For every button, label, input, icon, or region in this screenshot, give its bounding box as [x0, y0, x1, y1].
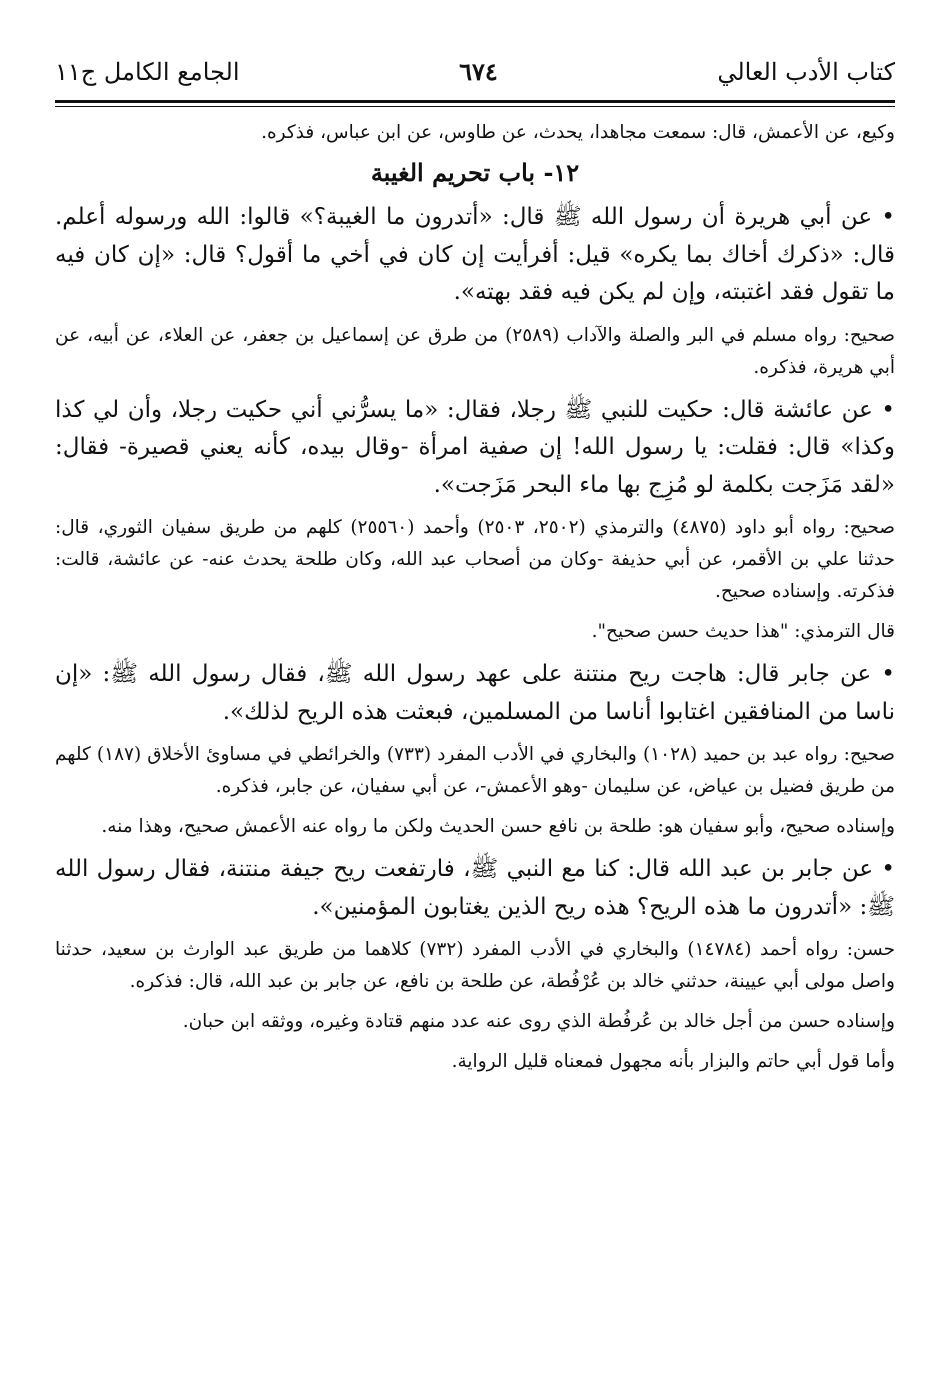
- takhrij-note: صحيح: رواه مسلم في البر والصلة والآداب (٢٥٨٩) من طرق عن إسماعيل بن جعفر، عن العلاء، عن أبيه، عن أبي هريرة، فذكره.: [55, 324, 895, 378]
- book-section-title: كتاب الأدب العالي: [717, 58, 895, 86]
- continued-text: وكيع، عن الأعمش، قال: سمعت مجاهدا، يحدث، عن طاوس، عن ابن عباس، فذكره.: [261, 122, 895, 143]
- takhrij-note: وإسناده حسن من أجل خالد بن عُرفُطة الذي روى عنه عدد منهم قتادة وغيره، ووثقه ابن حبان.: [182, 1011, 895, 1032]
- book-volume-title: الجامع الكامل ج١١: [55, 58, 240, 86]
- takhrij-note: صحيح: رواه عبد بن حميد (١٠٢٨) والبخاري في الأدب المفرد (٧٣٣) والخرائطي في مساوئ الأخلاق (١٨٧) كلهم من طريق فضيل بن عياض، عن سليمان -وهو الأعمش-، عن أبي سفيان، عن جابر، فذكره.: [55, 744, 895, 797]
- hadith-text: • عن أبي هريرة أن رسول الله ﷺ قال: «أتدرون ما الغيبة؟» قالوا: الله ورسوله أعلم. قال: «ذكرك أخاك بما يكره» قيل: أفرأيت إن كان في أخي ما أقول؟ قال: «إن كان فيه ما تقول فقد اغتبته، وإن لم يكن فيه فقد بهته».: [55, 204, 895, 305]
- header-rule-thick: [55, 100, 895, 103]
- hadith-text: • عن جابر قال: هاجت ريح منتنة على عهد رسول الله ﷺ، فقال رسول الله ﷺ: «إن ناسا من المنافقين اغتابوا أناسا من المسلمين، فبعثت هذه الريح لذلك».: [55, 661, 895, 725]
- takhrij-note: وأما قول أبي حاتم والبزار بأنه مجهول فمعناه قليل الرواية.: [451, 1051, 895, 1072]
- page-number: ٦٧٤: [459, 57, 498, 86]
- takhrij-note: وإسناده صحيح، وأبو سفيان هو: طلحة بن نافع حسن الحديث ولكن ما رواه عنه الأعمش صحيح، وهذا منه.: [101, 816, 895, 837]
- takhrij-note: قال الترمذي: "هذا حديث حسن صحيح".: [591, 621, 895, 642]
- page-header: [55, 52, 895, 92]
- book-page: [55, 52, 895, 1086]
- takhrij-note: حسن: رواه أحمد (١٤٧٨٤) والبخاري في الأدب المفرد (٧٣٢) كلاهما من طريق عبد الوارث بن سعيد، حدثنا واصل مولى أبي عيينة، حدثني خالد بن عُرْفُطة، عن طلحة بن نافع، عن جابر بن عبد الله، قال: فذكره.: [55, 939, 896, 992]
- hadith-text: • عن عائشة قال: حكيت للنبي ﷺ رجلا، فقال: «ما يسرُّني أني حكيت رجلا، وأن لي كذا وكذا» قال: فقلت: يا رسول الله! إن صفية امرأة -وقال بيده، كأنه يعني قصيرة- فقال: «لقد مَزَجت بكلمة لو مُزِج بها ماء البحر مَزَجت».: [55, 396, 895, 498]
- chapter-title: ١٢- باب تحريم الغيبة: [370, 158, 580, 187]
- page-body: [55, 117, 895, 1078]
- hadith-text: • عن جابر بن عبد الله قال: كنا مع النبي ﷺ، فارتفعت ريح جيفة منتنة، فقال رسول الله ﷺ: «أتدرون ما هذه الريح؟ هذه ريح الذين يغتابون المؤمنين».: [55, 856, 895, 920]
- header-rule-thin: [55, 106, 895, 107]
- takhrij-note: صحيح: رواه أبو داود (٤٨٧٥) والترمذي (٢٥٠٢، ٢٥٠٣) وأحمد (٢٥٥٦٠) كلهم من طريق سفيان الثوري، قال: حدثنا علي بن الأقمر، عن أبي حذيفة -وكان من أصحاب عبد الله، وكان طلحة يحدث عنه- عن عائشة، قالت: فذكرته. وإسناده صحيح.: [55, 517, 895, 602]
